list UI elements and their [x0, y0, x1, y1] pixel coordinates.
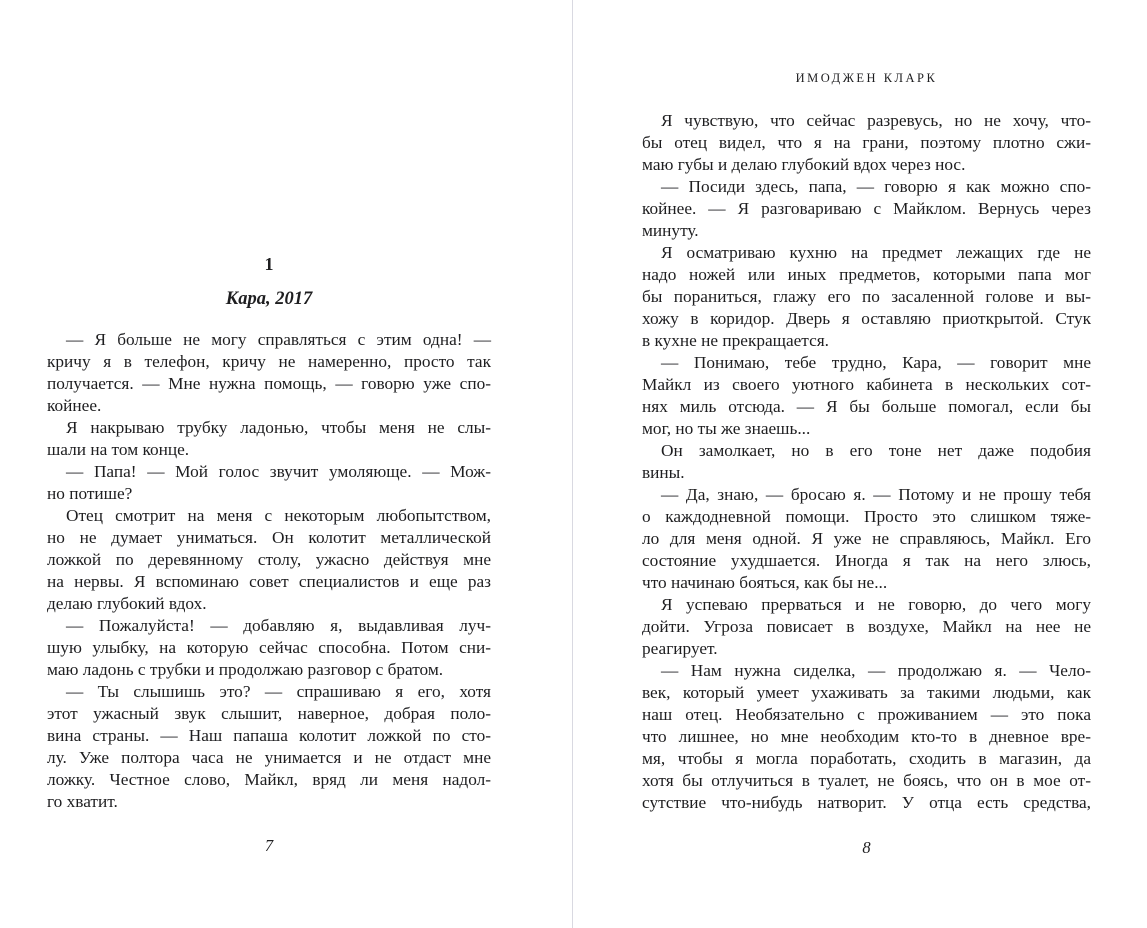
text-line: Я успеваю прерваться и не говорю, до чего могу	[661, 595, 1091, 614]
right-page-number: 8	[862, 838, 871, 857]
text-line: минуту.	[642, 221, 699, 240]
right-page	[642, 0, 1091, 928]
text-line: — Ты слышишь это? — спрашиваю я его, хотя	[66, 682, 491, 701]
text-line: койнее.	[47, 396, 102, 415]
text-line: хотя бы отлучиться в туалет, не боясь, что он в мое от-	[642, 771, 1091, 790]
text-line: мог, но ты же знаешь...	[642, 419, 811, 438]
paragraph	[642, 352, 1091, 440]
text-line: шую улыбку, на которую сейчас способна. Потом сни-	[47, 638, 491, 657]
text-line: делаю глубокий вдох.	[47, 594, 207, 613]
text-line: ложкой по деревянному столу, ужасно действуя мне	[47, 550, 491, 569]
text-line: маю губы и делаю глубокий вдох через нос.	[642, 155, 966, 174]
paragraph	[642, 440, 1091, 484]
text-line: дойти. Угроза повисает в воздухе, Майкл на нее не	[642, 617, 1091, 636]
text-line: бы пораниться, глажу его по засаленной голове и вы-	[642, 287, 1091, 306]
text-line: наш отец. Необязательно с проживанием — это пока	[642, 705, 1091, 724]
left-page-number: 7	[264, 836, 274, 855]
text-line: Он замолкает, но в его тоне нет даже подобия	[661, 441, 1091, 460]
text-line: о каждодневной помощи. Просто это слишком тяже-	[642, 507, 1091, 526]
paragraph	[642, 660, 1091, 814]
paragraph	[47, 505, 491, 615]
chapter-number: 1	[264, 254, 274, 274]
paragraph	[642, 110, 1091, 176]
text-line: — Посиди здесь, папа, — говорю я как можно спо-	[661, 177, 1091, 196]
text-line: — Да, знаю, — бросаю я. — Потому и не прошу тебя	[661, 485, 1091, 504]
text-line: что начинаю бояться, как бы не...	[642, 573, 888, 592]
text-line: — Понимаю, тебе трудно, Кара, — говорит мне	[661, 353, 1091, 372]
text-line: — Папа! — Мой голос звучит умоляюще. — Мож-	[66, 462, 491, 481]
text-line: лу. Уже полтора часа не унимается и не отдаст мне	[47, 748, 491, 767]
text-line: — Я больше не могу справляться с этим одна! —	[66, 330, 491, 349]
text-line: но потише?	[47, 484, 133, 503]
left-page	[47, 0, 491, 928]
text-line: Майкл из своего уютного кабинета в нескольких сот-	[642, 375, 1091, 394]
text-line: го хватит.	[47, 792, 118, 811]
text-line: Отец смотрит на меня с некоторым любопытством,	[66, 506, 491, 525]
text-line: нях миль отсюда. — Я бы больше помогал, если бы	[642, 397, 1091, 416]
text-line: — Нам нужна сиделка, — продолжаю я. — Чело-	[661, 661, 1091, 680]
text-line: что лишнее, но мне необходим кто-то в дневное вре-	[642, 727, 1091, 746]
left-page-body	[47, 329, 491, 813]
page-gutter-divider	[572, 0, 573, 928]
paragraph	[642, 242, 1091, 352]
paragraph	[47, 417, 491, 461]
right-page-body	[642, 110, 1091, 814]
text-line: получается. — Мне нужна помощь, — говорю уже спо-	[47, 374, 491, 393]
chapter-subtitle: Кара, 2017	[225, 289, 313, 309]
paragraph	[47, 681, 491, 813]
text-line: Я осматриваю кухню на предмет лежащих где не	[661, 243, 1091, 262]
text-line: кричу я в телефон, кричу не намеренно, просто так	[47, 352, 491, 371]
text-line: сутствие что-нибудь натворит. У отца есть средства,	[642, 793, 1091, 812]
text-line: хожу в коридор. Дверь я оставляю приоткрытой. Стук	[642, 309, 1091, 328]
text-line: бы отец видел, что я на грани, поэтому плотно сжи-	[642, 133, 1091, 152]
paragraph	[47, 461, 491, 505]
text-line: койнее. — Я разговариваю с Майклом. Вернусь через	[642, 199, 1091, 218]
paragraph	[642, 176, 1091, 242]
text-line: мя, чтобы я могла поработать, сходить в магазин, да	[642, 749, 1091, 768]
text-line: реагирует.	[642, 639, 718, 658]
text-line: в кухне не прекращается.	[642, 331, 830, 350]
paragraph	[642, 594, 1091, 660]
paragraph	[47, 615, 491, 681]
text-line: Я накрываю трубку ладонью, чтобы меня не слы-	[66, 418, 491, 437]
text-line: Я чувствую, что сейчас разревусь, но не хочу, что-	[661, 111, 1091, 130]
paragraph	[47, 329, 491, 417]
text-line: шали на том конце.	[47, 440, 190, 459]
text-line: но не думает униматься. Он колотит металлической	[47, 528, 491, 547]
text-line: вины.	[642, 463, 685, 482]
text-line: этот ужасный звук слышит, наверное, добрая поло-	[47, 704, 491, 723]
text-line: маю ладонь с трубки и продолжаю разговор с братом.	[47, 660, 444, 679]
text-line: — Пожалуйста! — добавляю я, выдавливая луч-	[66, 616, 491, 635]
paragraph	[642, 484, 1091, 594]
text-line: ло для меня одной. Я уже не справляюсь, Майкл. Его	[642, 529, 1091, 548]
running-header: ИМОДЖЕН КЛАРК	[795, 71, 938, 85]
text-line: век, который умеет ухаживать за такими людьми, как	[642, 683, 1091, 702]
text-line: состояние ухудшается. Иногда я так на него злюсь,	[642, 551, 1091, 570]
text-line: вина страны. — Наш папаша колотит ложкой по сто-	[47, 726, 491, 745]
text-line: на нервы. Я вспоминаю совет специалистов и еще раз	[47, 572, 491, 591]
text-line: надо ножей или иных предметов, которыми папа мог	[642, 265, 1091, 284]
text-line: ложку. Честное слово, Майкл, вряд ли меня надол-	[47, 770, 491, 789]
